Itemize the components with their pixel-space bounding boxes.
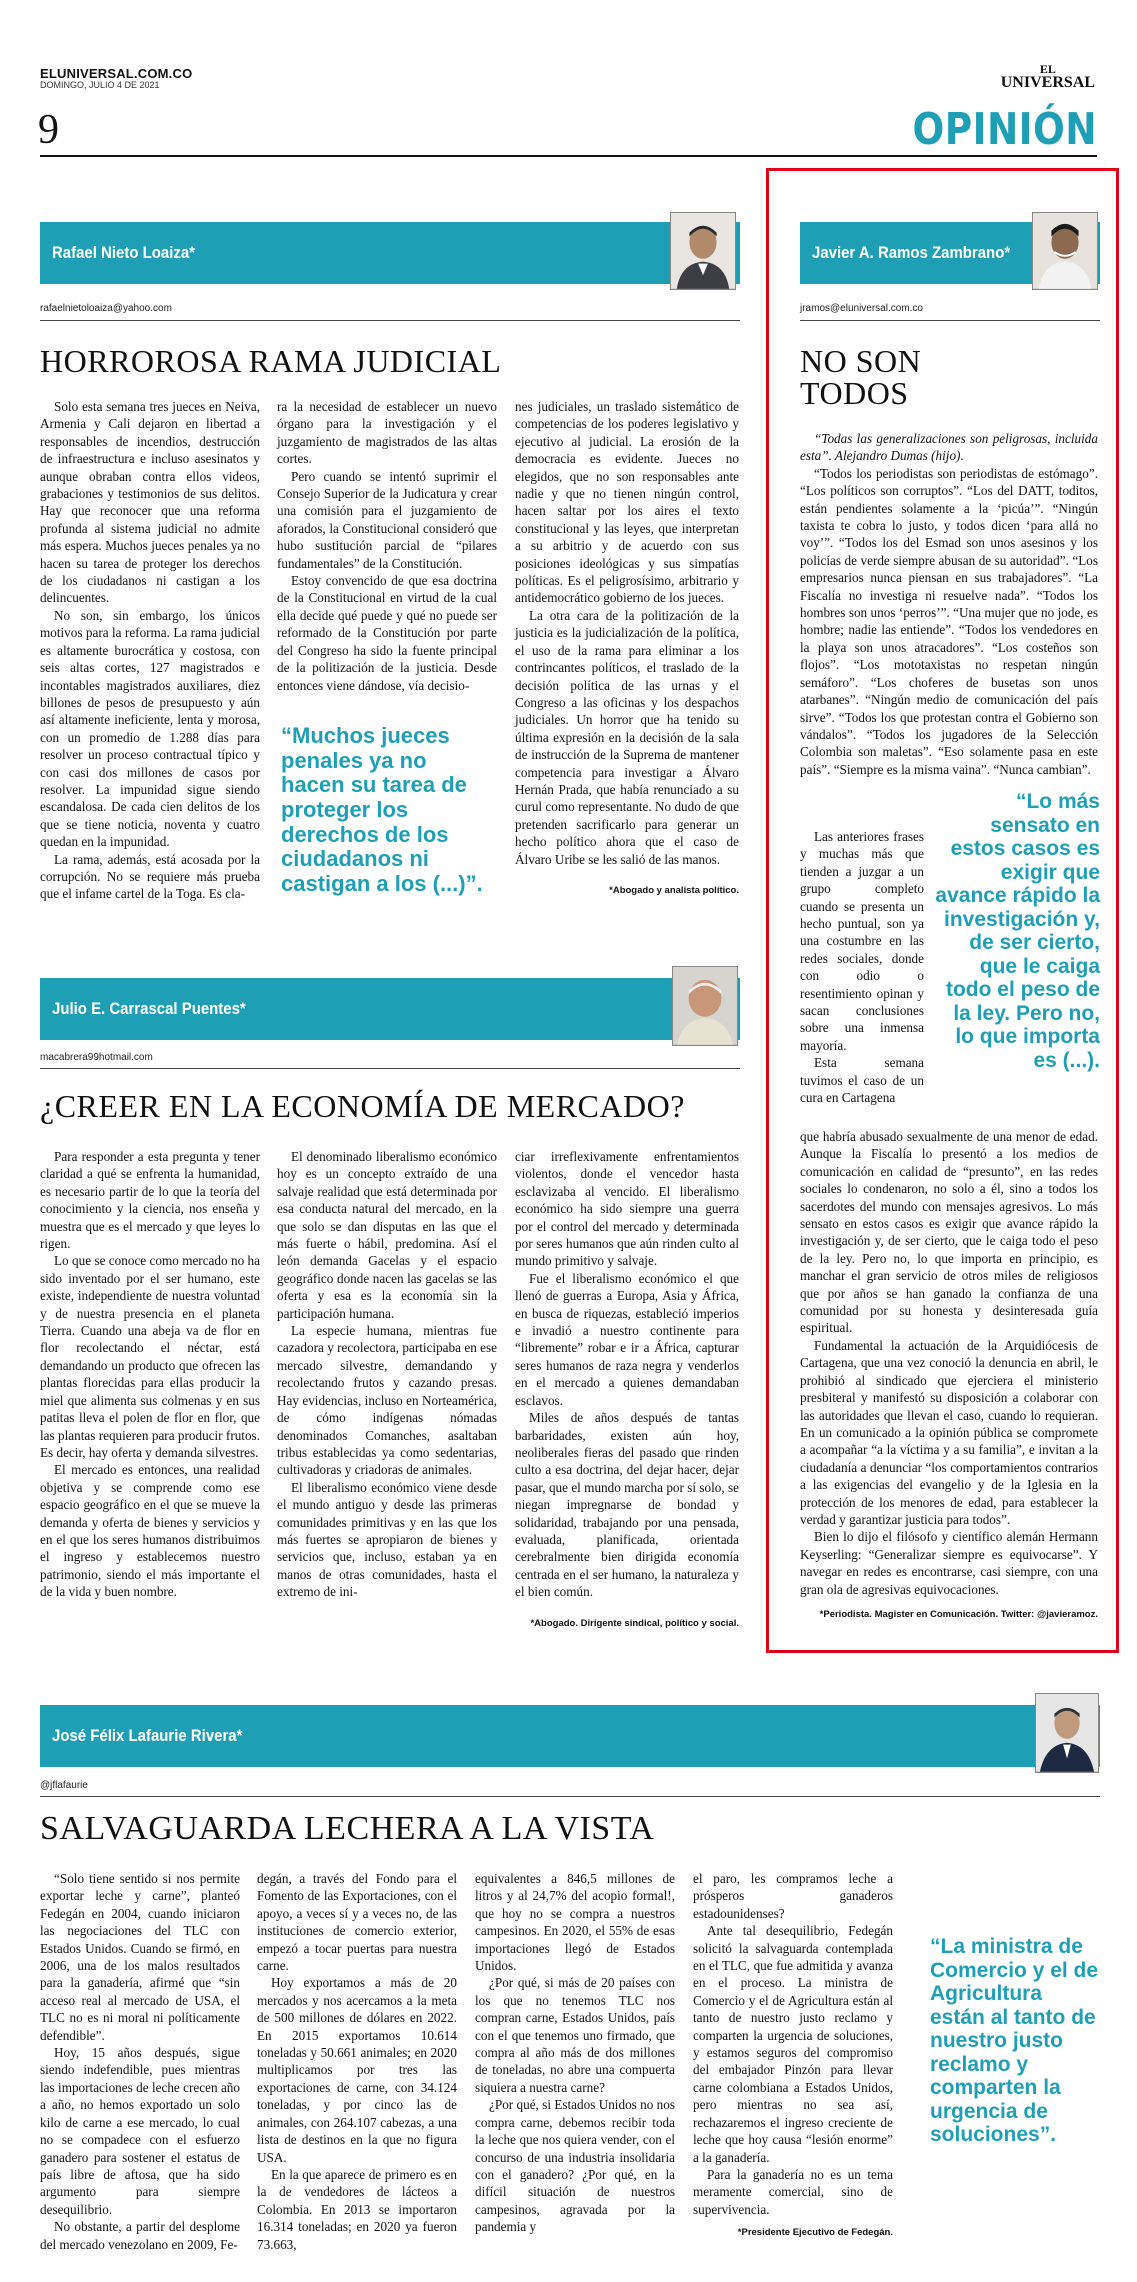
headline-line-1: NO SON bbox=[800, 343, 922, 379]
pull-quote: “Muchos jueces penales ya no hacen su tarea de proteger los derechos de los ciudadanos ni castigan a los (...)”. bbox=[281, 723, 483, 896]
paragraph: Solo esta semana tres jueces en Neiva, Armenia y Cali dejaron en libertad a responsables de incendios, destrucción de infraestructura e incluso asesinatos y aunque obraban contra ellos videos, grabaciones y testimonios de sus delitos. Hay que reconocer que una reforma profunda al sistema judicial no admite más espera. Muchos jueces penales ya no hacen su tarea de proteger los derechos de los ciudadanos ni castigan a los delincuentes. bbox=[40, 399, 260, 606]
article-column bbox=[40, 398, 260, 918]
article-column bbox=[800, 1128, 1098, 1648]
paragraph: Lo que se conoce como mercado no ha sido inventado por el ser humano, este existe, independiente de nuestra voluntad y de nuestra presencia en el planeta Tierra. Cuando una abeja va de flor en flor recolectando el néctar, está demandando un producto que ofrecen las plantas florecidas para ellas producir la miel que alimenta sus colmenas y en sus patitas lleva el polen de flor en flor, que las plantas requieren para producir frutos. Es decir, hay oferta y demanda silvestres. bbox=[40, 1253, 260, 1460]
paragraph: el paro, les compramos leche a prósperos ganaderos estadounidenses? bbox=[693, 1871, 893, 1921]
paragraph: Ante tal desequilibrio, Fedegán solicitó la salvaguarda contemplada en el TLC, que fue admitida y avanza en el proceso. La ministra de Comercio y el de Agricultura están al tanto de nuestro justo reclamo y comparten la urgencia de soluciones, y estamos seguros del compromiso del embajador Pinzón para llevar carne colombiana a Estados Unidos, pero mientras no sea así, rechazaremos el ingreso creciente de leche que hoy causa “lesión enorme” a la ganadería. bbox=[693, 1923, 893, 2165]
author-name: Javier A. Ramos Zambrano* bbox=[812, 243, 1011, 262]
paragraph: Estoy convencido de que esa doctrina de la Constitucional en virtud de la cual ella decide qué puede y qué no puede ser reformado de la Constitución por parte del Congreso ha sido la fuente principal de la politización de la justicia. Desde entonces viene dándose, vía decisio- bbox=[277, 573, 497, 693]
paragraph: Fue el liberalismo económico el que llenó de guerras a Europa, Asia y África, en busca de riquezas, estableció imperios e invadió a nuestro continente para “libremente” robar e ir a África, capturar seres humanos de raza negra y venderlos en el mercado a quienes demandaban esclavos. bbox=[515, 1270, 739, 1408]
author-signature: *Abogado. Dirigente sindical, político y social. bbox=[530, 1617, 739, 1629]
newspaper-logo bbox=[1001, 64, 1095, 91]
paragraph: equivalentes a 846,5 millones de litros y al 24,7% del acopio formal!, que hoy no se compra a nuestros campesinos. En 2020, el 55% de esas importaciones llegó de Estados Unidos. bbox=[475, 1871, 675, 1974]
portrait-icon bbox=[671, 213, 735, 289]
section-title: OPINIÓN bbox=[912, 104, 1097, 155]
article-column bbox=[40, 1870, 240, 2252]
paragraph: Para la ganadería no es un tema meramente comercial, sino de supervivencia. bbox=[693, 2166, 893, 2217]
paragraph: Pero cuando se intentó suprimir el Consejo Superior de la Judicatura y crear una comisión para el juzgamiento de aforados, la Constitucional consideró que hubo sustitución parcial de “pilares fundamentales” de la Constitución. bbox=[277, 468, 497, 571]
epigraph: “Todas las generalizaciones son peligrosas, incluida esta”. Alejandro Dumas (hijo). bbox=[800, 431, 1098, 464]
article-column bbox=[515, 398, 739, 918]
pull-quote: “Lo más sensato en estos casos es exigir que avance rápido la investigación y, de ser cierto, que le caiga todo el peso de la ley. Pero no, lo que importa es (...). bbox=[935, 790, 1100, 1072]
paragraph: El liberalismo económico viene desde el mundo antiguo y desde las primeras comunidades primitivas y en las que los más fuertes se apropiaron de bienes y servicios que, incluso, estaban ya en manos de otras comunidades, hasta el extremo de ini- bbox=[277, 1479, 497, 1600]
headline-line-2: TODOS bbox=[800, 375, 909, 411]
paragraph: ¿Por qué, si más de 20 países con los que no tenemos TLC nos compran carne, Estados Unidos, país con el que tenemos uno firmado, que compra al año más de dos millones de toneladas, no abre una compuerta siquiera a nuestra carne? bbox=[475, 1975, 675, 2095]
author-email[interactable]: macabrera99hotmail.com bbox=[40, 1052, 153, 1063]
paragraph: Esta semana tuvimos el caso de un cura en Cartagena bbox=[800, 1055, 924, 1106]
paragraph: El denominado liberalismo económico hoy es un concepto extraído de una salvaje realidad que está determinada por esa conducta natural del mercado, en la que solo se dan disputas en las que el más fuerte o hábil, predomina. Así el león demanda Gacelas y el espacio geográfico donde nacen las gacelas se las oferta y esa es la economía sin la participación humana. bbox=[277, 1149, 497, 1321]
issue-date: DOMINGO, JULIO 4 DE 2021 bbox=[40, 80, 160, 90]
paragraph: El mercado es entonces, una realidad objetiva y se comprende como ese espacio geográfico en el que se mueve la demanda y oferta de bienes y servicios y en el que los seres humanos distribuimos el ingreso y establecemos nuestro patrimonio, siendo el más importante el de la vida y buen nombre. bbox=[40, 1462, 260, 1600]
divider bbox=[800, 320, 1100, 321]
paragraph: En la que aparece de primero es en la de vendedores de lácteos a Colombia. En 2013 se importaron 16.314 toneladas; en 2020 ya fueron 73.663, bbox=[257, 2166, 457, 2252]
author-bar-2 bbox=[40, 978, 740, 1040]
paragraph: que habría abusado sexualmente de una menor de edad. Aunque la Fiscalía lo presentó a los medios de comunicación en calidad de “presunto”, en las redes sociales lo condenaron, no solo a él, sino a todos los sacerdotes del mundo con mensajes agresivos. Lo más sensato en estos casos es exigir que avance rápido la investigación y, de ser cierto, que le caiga todo el peso de la ley. Pero no, lo que importa en principio, es manchar el gran servicio de otros miles de religiosos que por años se han ganado la confianza de una comunidad por su honesta y desinteresada guía espiritual. bbox=[800, 1129, 1098, 1336]
paragraph: ciar irreflexivamente enfrentamientos violentos, donde el vencedor hasta esclavizaba al vencido. El liberalismo económico ha sido siempre una guerra por el control del mercado y determinada por seres humanos que aún rinden culto al mundo primitivo y salvaje. bbox=[515, 1149, 739, 1269]
headline: SALVAGUARDA LECHERA A LA VISTA bbox=[40, 1810, 655, 1847]
author-signature: *Periodista. Magister en Comunicación. Twitter: @javieramoz. bbox=[819, 1608, 1098, 1620]
author-photo bbox=[672, 966, 738, 1046]
article-column bbox=[257, 1870, 457, 2252]
author-photo bbox=[1032, 212, 1098, 290]
divider bbox=[40, 320, 740, 321]
paragraph: nes judiciales, un traslado sistemático de competencias de los poderes legislativo y ejecutivo al judicial. La erosión de la democracia es evidente. Jueces no elegidos, que no son responsables ante nadie y que no tienen ningún control, hacen saltar por los aires el texto constitucional y las leyes, que interpretan a su arbitrio y de acuerdo con sus posiciones ideológicas y sus simpatías políticas. Es el peligrosísimo, arbitrario y antidemocrático gobierno de los jueces. bbox=[515, 399, 739, 606]
divider bbox=[40, 1796, 1100, 1797]
headline: HORROROSA RAMA JUDICIAL bbox=[40, 343, 502, 379]
author-email[interactable]: rafaelnietoloaiza@yahoo.com bbox=[40, 303, 172, 314]
paragraph: ra la necesidad de establecer un nuevo órgano para la investigación y el juzgamiento de magistrados de las altas cortes. bbox=[277, 399, 497, 467]
paragraph: Para responder a esta pregunta y tener claridad a qué se enfrenta la humanidad, es necesario partir de lo que la teoría del conocimiento y la ciencia, nos enseña y muestra que es el mercado y que leyes lo rigen. bbox=[40, 1149, 260, 1252]
paragraph: La rama, además, está acosada por la corrupción. No se requiere más prueba que el infame cartel de la Toga. Es cla- bbox=[40, 851, 260, 902]
paragraph: ¿Por qué, si Estados Unidos no nos compra carne, debemos recibir toda la leche que nos quiera vender, con el concurso de una industria insolidaria con el ganadero? ¿Por qué, en la difícil situación de nuestros campesinos, agravada por la pandemia y bbox=[475, 2097, 675, 2235]
author-signature: *Presidente Ejecutivo de Fedegán. bbox=[737, 2227, 893, 2239]
article-column bbox=[277, 1148, 497, 1628]
article-column bbox=[800, 430, 1098, 825]
author-name: Rafael Nieto Loaiza* bbox=[52, 243, 195, 262]
logo-line-1: EL bbox=[1039, 62, 1056, 76]
portrait-icon bbox=[1036, 1694, 1098, 1772]
paragraph: “Todos los periodistas son periodistas de estómago”. “Los políticos son corruptos”. “Los del DATT, toditos, están pendientes solamente a la ‘picúa’”. “Ningún taxista te cobra lo justo, y todos dicen ‘para allá no voy’”. “Todos los del Esmad son unos asesinos y los policías de verde siempre abusan de su autoridad”. “Los empresarios nunca piensan en sus trabajadores”. “La Fiscalía no investiga ni resuelve nada”. “Todos los hombres son unos ‘perros’”. “Una mujer que no jode, es hombre; nadie las entiende”. “Todos los vendedores en la playa son unos atracadores”. “Los costeños son flojos”. “Los mototaxistas no respetan ningún semáforo”. “Los choferes de busetas son unos atarbanes”. “Ningún medio de comunicación del país sirve”. “Todos los que protestan contra el Gobierno son vándalos”. “Todos los jugadores de la Selección Colombia son maletas”. “Eso solamente pasa en este país”. “Siempre es la misma vaina”. “Nunca cambian”. bbox=[800, 465, 1098, 777]
logo-line-2: UNIVERSAL bbox=[1000, 74, 1095, 92]
author-bar-1 bbox=[40, 222, 740, 284]
paragraph: La otra cara de la politización de la justicia es la judicialización de la política, el uso de la rama para eliminar a los contrincantes políticos, el traslado de la decisión política de las urnas y el Congreso a las oficinas y los despachos judiciales. Un horror que ha tenido su última expresión en la decisión de la sala de instrucción de la Suprema de mantener competencia para investigar a Álvaro Hernán Prada, que había renunciado a su curul como representante. No dudo de que pretenden sacrificarlo para generar un hecho político ahora que el caso de Álvaro Uribe se les salió de las manos. bbox=[515, 607, 739, 867]
paragraph: Miles de años después de tantas barbaridades, existen aún hoy, neoliberales fieras del pasado que rinden culto a esa doctrina, del dejar hacer, dejar pasar, que el mundo marcha por sí solo, se niegan impregnarse de bondad y solidaridad, trabajando por una pensada, evaluada, planificada, orientada cerebralmente bien dirigida economía centrada en el ser humano, la naturaleza y el bien común. bbox=[515, 1410, 739, 1600]
paragraph: Fundamental la actuación de la Arquidiócesis de Cartagena, que una vez conoció la denuncia en abril, le prohibió al sindicado que ejerciera el ministerio presbiteral y manifestó su disposición a colaborar con las autoridades que llevan el caso, cuando lo requieran. En un comunicado a la opinión pública se compromete a acompañar “a la víctima y a su familia”, e invitan a la ciudadanía a denunciar “los comportamientos contrarios a las exigencias del evangelio y de la Iglesia en la protección de los menores de edad, para establecer la verdad y garantizar justicia para todos”. bbox=[800, 1337, 1098, 1527]
article-column bbox=[515, 1148, 739, 1628]
article-column bbox=[277, 398, 497, 718]
masthead-rule bbox=[40, 155, 1097, 157]
article-column-narrow bbox=[800, 828, 924, 1126]
paragraph: Hoy exportamos a más de 20 mercados y nos acercamos a la meta de 500 millones de dólares en 2022. En 2015 exportamos 10.614 toneladas y 50.661 animales; en 2020 multiplicamos por tres las exportaciones de carne, con 34.124 toneladas, y por cinco las de animales, con 264.107 cabezas, a una lista de destinos en la que no figura USA. bbox=[257, 1975, 457, 2165]
author-photo bbox=[670, 212, 736, 290]
page-number: 9 bbox=[38, 107, 59, 153]
headline bbox=[800, 345, 921, 409]
portrait-icon bbox=[673, 967, 737, 1045]
paragraph: No son, sin embargo, los únicos motivos para la reforma. La rama judicial es altamente burocrática y costosa, con seis altas cortes, 127 magistrados e incontables magistrados auxiliares, diez billones de pesos de presupuesto y aún así altamente ineficiente, lenta y morosa, con un promedio de 1.288 días para resolver un proceso contractual típico y con casi dos millones de casos por resolver. La impunidad sigue siendo escandalosa. De cada cien delitos de los que se tiene noticia, noventa y cuatro quedan en la impunidad. bbox=[40, 607, 260, 850]
article-column bbox=[693, 1870, 893, 2270]
paragraph: Bien lo dijo el filósofo y científico alemán Hermann Keyserling: “Generalizar siempre es equivocarse”. Y navegar en redes es encontrarse, casi siempre, con una gran ola de agresivas equivocaciones. bbox=[800, 1529, 1098, 1597]
author-signature: *Abogado y analista político. bbox=[609, 884, 739, 896]
site-name: ELUNIVERSAL.COM.CO bbox=[40, 66, 193, 81]
headline: ¿CREER EN LA ECONOMÍA DE MERCADO? bbox=[40, 1088, 685, 1124]
author-name: Julio E. Carrascal Puentes* bbox=[52, 999, 246, 1018]
paragraph: degán, a través del Fondo para el Fomento de las Exportaciones, con el apoyo, a veces sí y a veces no, de las instituciones de comercio exterior, empezó a tocar puertas para nuestra carne. bbox=[257, 1871, 457, 1974]
article-column bbox=[475, 1870, 675, 2240]
article-column bbox=[40, 1148, 260, 1628]
divider bbox=[40, 1068, 740, 1069]
author-bar-4 bbox=[40, 1705, 1100, 1767]
portrait-icon bbox=[1033, 213, 1097, 289]
paragraph: “Solo tiene sentido si nos permite exportar leche y carne”, planteó Fedegán en 2004, cuando iniciaron las negociaciones del TLC con Estados Unidos. Cuando se firmó, en 2006, una de los malos resultados para la ganadería, afirmé que “sin acceso real al mercado de USA, el TLC no es ni moral ni políticamente defendible”. bbox=[40, 1871, 240, 2043]
paragraph: Hoy, 15 años después, sigue siendo indefendible, pues mientras las importaciones de leche crecen año a año, no hemos exportado un solo kilo de carne a ese mercado, lo cual no se compadece con el esfuerzo ganadero para sostener el estatus de país libre de aftosa, que ha sido argumento para siempre desequilibrio. bbox=[40, 2045, 240, 2217]
author-handle[interactable]: @jflafaurie bbox=[40, 1780, 88, 1791]
author-photo bbox=[1035, 1693, 1099, 1773]
author-name: José Félix Lafaurie Rivera* bbox=[52, 1726, 243, 1745]
paragraph: No obstante, a partir del desplome del mercado venezolano en 2009, Fe- bbox=[40, 2219, 240, 2252]
pull-quote: “La ministra de Comercio y el de Agricultura están al tanto de nuestro justo reclamo y comparten la urgencia de soluciones”. bbox=[930, 1935, 1099, 2147]
paragraph: Las anteriores frases y muchas más que tienden a juzgar a un grupo completo cuando se presenta un hecho puntual, son ya una costumbre en las redes sociales, donde con odio o resentimiento opinan y sacan conclusiones sobre una inmensa mayoría. bbox=[800, 829, 924, 1053]
author-email[interactable]: jramos@eluniversal.com.co bbox=[800, 303, 923, 314]
paragraph: La especie humana, mientras fue cazadora y recolectora, participaba en ese mercado silvestre, demandando y recolectando frutos y cazando presas. Hay evidencias, incluso en Norteamérica, de cómo indígenas nómadas denominados Comanches, asaltaban tribus establecidas ya como sedentarias, cultivadoras y criadoras de animales. bbox=[277, 1323, 497, 1478]
